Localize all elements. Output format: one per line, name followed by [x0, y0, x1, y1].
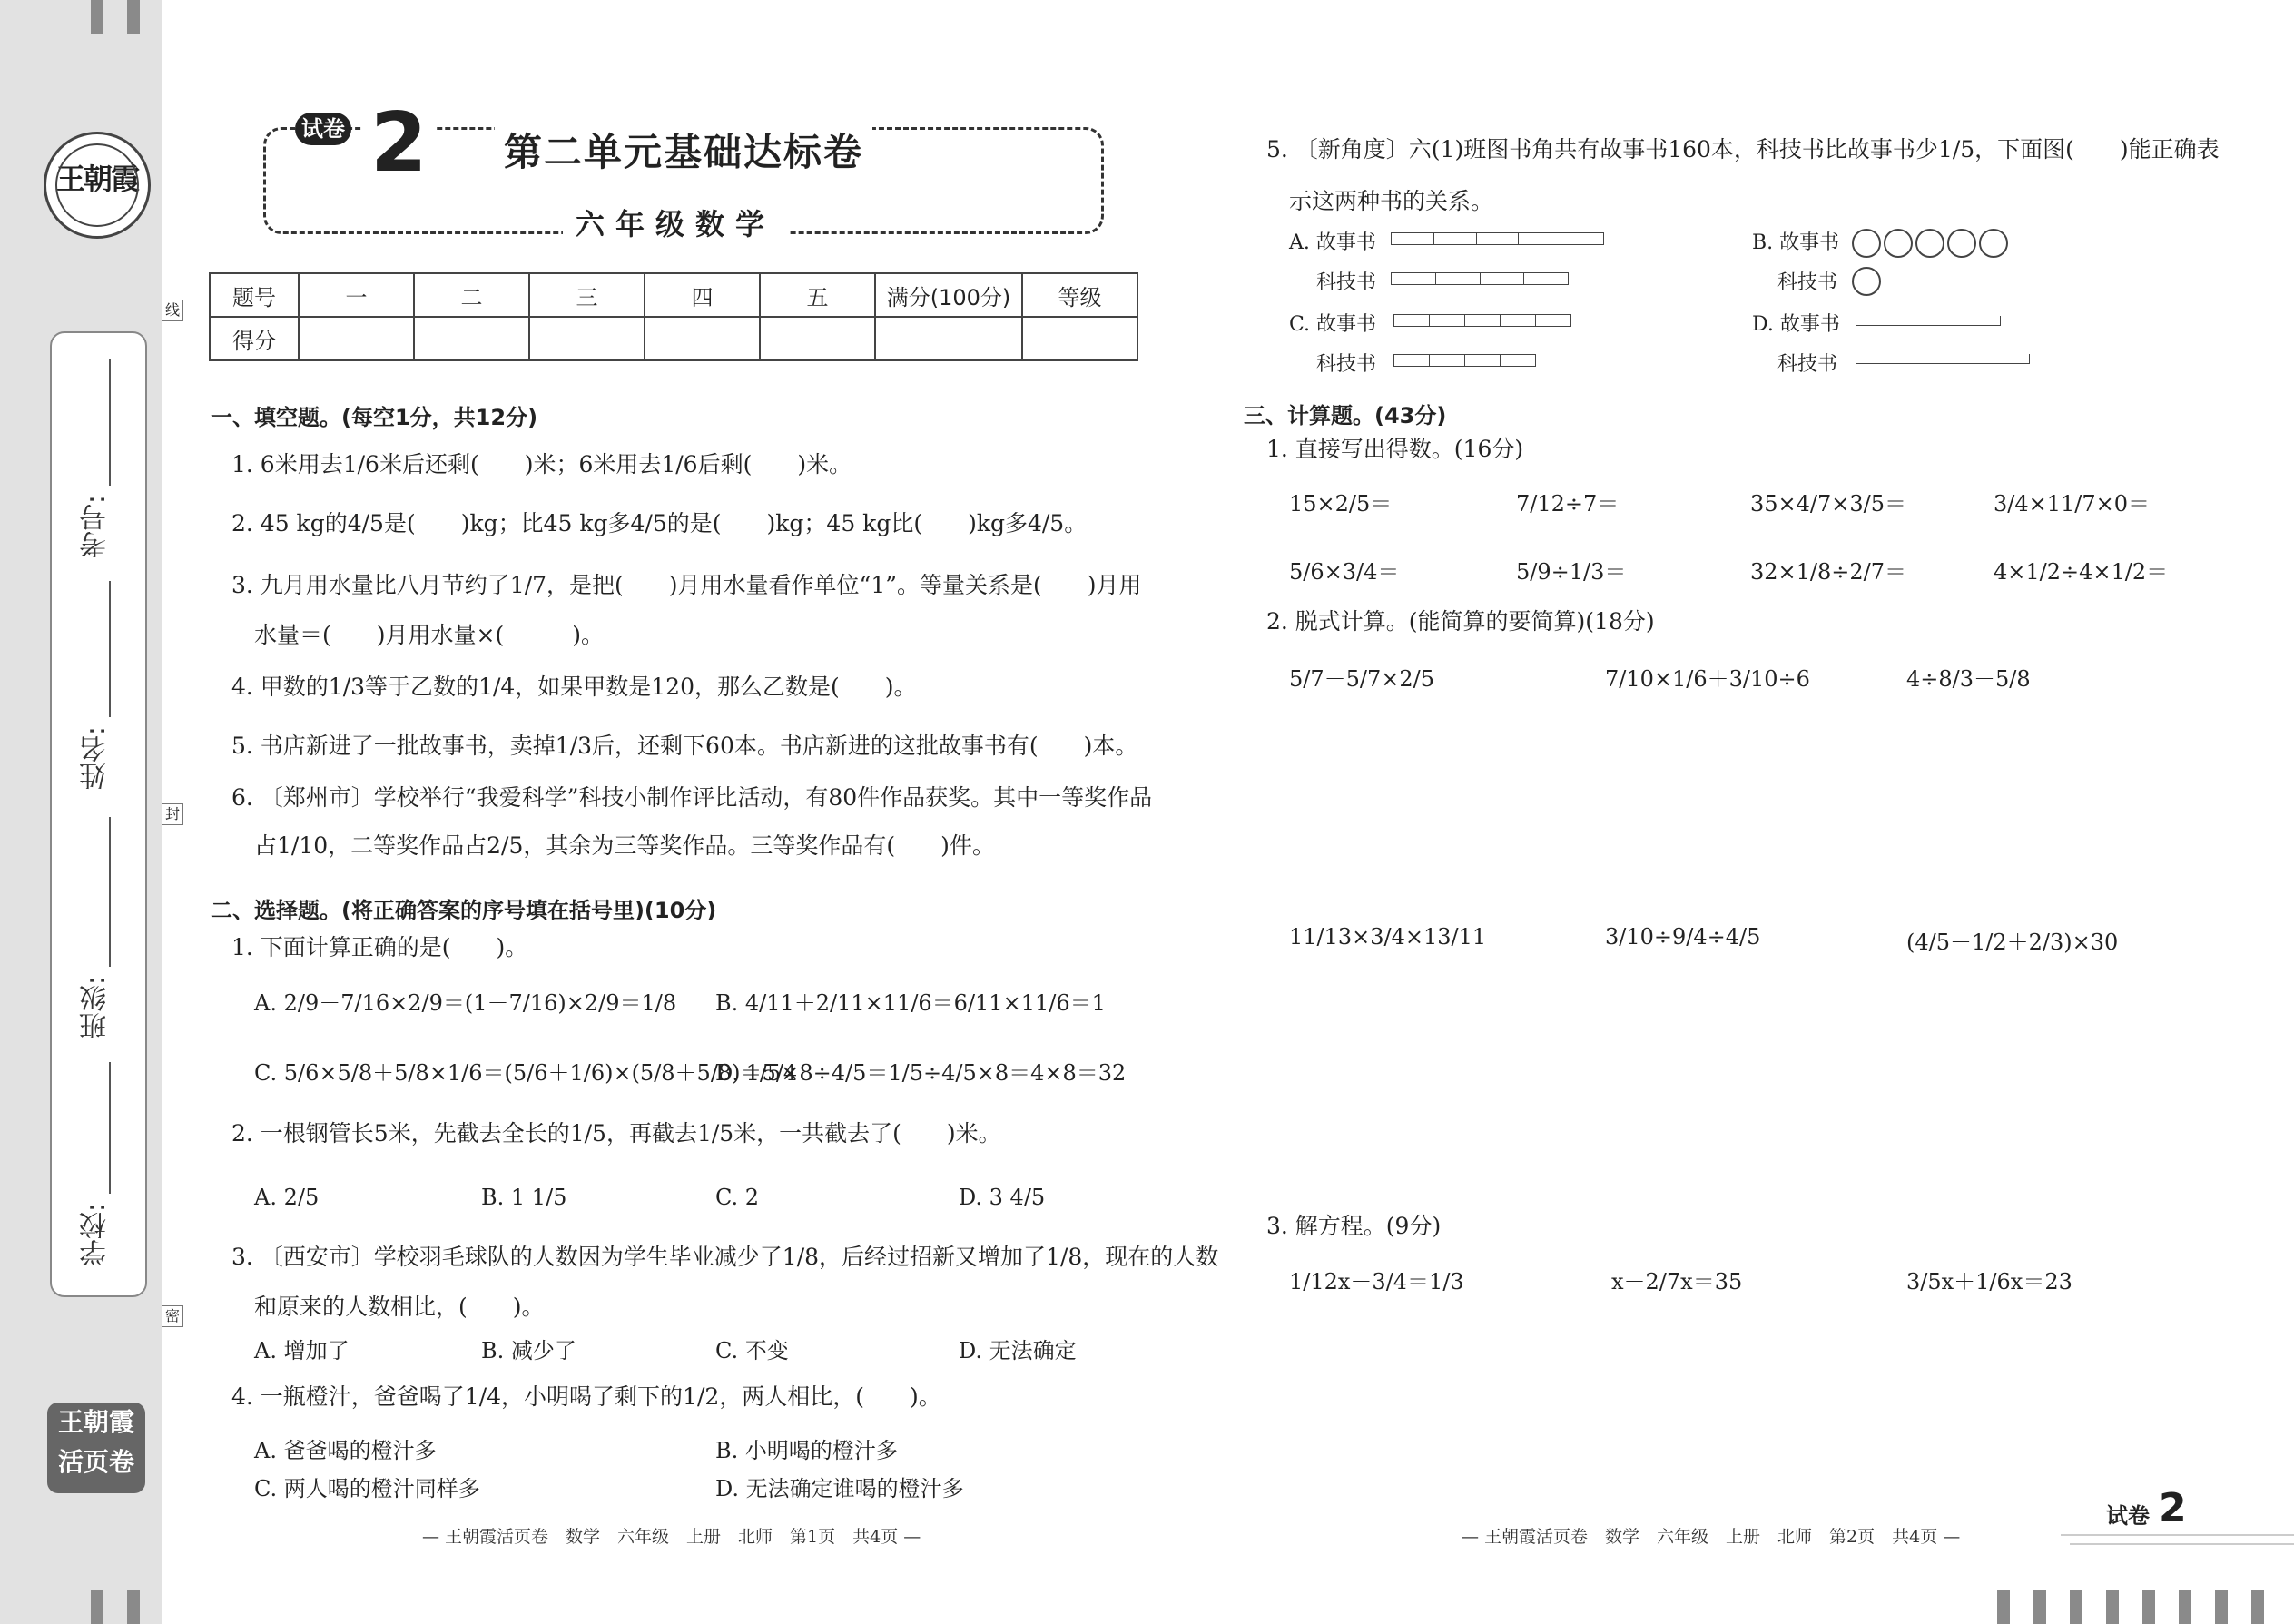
diagram-b-label[interactable]: B. 故事书 — [1752, 231, 1840, 254]
name-line[interactable] — [109, 581, 111, 717]
score-cell[interactable] — [529, 317, 645, 360]
class-label: 班级: — [80, 976, 112, 1040]
exam-number-line[interactable] — [109, 359, 111, 486]
strip-tick — [127, 0, 140, 34]
question-1-4: 4. 甲数的1/3等于乙数的1/4，如果甲数是120，那么乙数是( )。 — [231, 674, 917, 700]
exam-number-label: 考号: — [80, 495, 112, 559]
question-1-1: 1. 6米用去1/6米后还剩( )米；6米用去1/6后剩( )米。 — [231, 451, 852, 477]
score-cell[interactable] — [875, 317, 1022, 360]
choice-3-d[interactable]: D. 无法确定 — [959, 1338, 1077, 1363]
class-line[interactable] — [109, 817, 111, 967]
name-label: 姓名: — [80, 726, 112, 791]
direct-calc-4[interactable]: 3/4×11/7×0＝ — [1994, 491, 2151, 517]
page-footer-right: — 王朝霞活页卷 数学 六年级 上册 北师 第2页 共4页 — — [1462, 1527, 1961, 1547]
choice-1-c[interactable]: C. 5/6×5/8＋5/8×1/6＝(5/6＋1/6)×(5/8＋5/8)＝5/4 — [254, 1060, 798, 1086]
page-title: 第二单元基础达标卷 — [495, 123, 872, 177]
question-1-2: 2. 45 kg的4/5是( )kg；比45 kg多4/5的是( )kg；45 kg比( )kg多4/5。 — [231, 510, 1088, 536]
seal-mark-line: 线 — [162, 300, 183, 321]
table-row: 题号 一 二 三 四 五 满分(100分) 等级 — [210, 273, 1137, 317]
strip-tick — [2142, 1590, 2155, 1624]
choice-4: 4. 一瓶橙汁，爸爸喝了1/4，小明喝了剩下的1/2，两人相比，( )。 — [231, 1383, 941, 1410]
diagram-d-tech-label: 科技书 — [1777, 353, 1838, 376]
table-row: 得分 — [210, 317, 1137, 360]
step-calc-4[interactable]: 11/13×3/4×13/11 — [1289, 924, 1487, 950]
question-1-6: 6. 〔郑州市〕学校举行“我爱科学”科技小制作评比活动，有80件作品获奖。其中一等奖作品 — [231, 784, 1153, 811]
page-subtitle: 六年级数学 — [563, 202, 788, 243]
step-calc-2[interactable]: 7/10×1/6＋3/10÷6 — [1605, 666, 1810, 692]
diagram-d-tech-seg — [1856, 354, 2030, 364]
question-1-5: 5. 书店新进了一批故事书，卖掉1/3后，还剩下60本。书店新进的这批故事书有( )本。 — [231, 733, 1138, 759]
diagram-c-story-bar — [1393, 314, 1571, 327]
seal-mark-seal: 封 — [162, 803, 183, 825]
decorative-wave — [2070, 1543, 2294, 1545]
strip-tick — [127, 1590, 140, 1624]
choice-3-c[interactable]: C. 不变 — [715, 1338, 789, 1363]
choice-1-b[interactable]: B. 4/11＋2/11×11/6＝6/11×11/6＝1 — [715, 990, 1106, 1016]
score-cell[interactable] — [299, 317, 414, 360]
exam-badge: 试卷 — [295, 113, 351, 145]
direct-calc-6[interactable]: 5/9÷1/3＝ — [1516, 559, 1627, 585]
story-circle — [1915, 229, 1944, 258]
page-footer-left: — 王朝霞活页卷 数学 六年级 上册 北师 第1页 共4页 — — [422, 1527, 921, 1547]
choice-2-d[interactable]: D. 3 4/5 — [959, 1185, 1046, 1210]
choice-1-d[interactable]: D. 1/5×8÷4/5＝1/5÷4/5×8＝4×8＝32 — [715, 1060, 1127, 1086]
choice-2-a[interactable]: A. 2/5 — [254, 1185, 320, 1210]
score-table — [209, 272, 1138, 361]
choice-2-c[interactable]: C. 2 — [715, 1185, 760, 1210]
strip-tick — [2215, 1590, 2228, 1624]
strip-tick — [2033, 1590, 2046, 1624]
strip-tick — [2106, 1590, 2119, 1624]
decorative-wave — [2061, 1534, 2294, 1536]
story-circle — [1852, 229, 1881, 258]
calc-2: 2. 脱式计算。(能简算的要简算)(18分) — [1266, 608, 1655, 635]
choice-3-cont: 和原来的人数相比，( )。 — [254, 1294, 545, 1320]
choice-2: 2. 一根钢管长5米，先截去全长的1/5，再截去1/5米，一共截去了( )米。 — [231, 1120, 1001, 1147]
step-calc-1[interactable]: 5/7－5/7×2/5 — [1289, 666, 1434, 692]
diagram-a-story-bar — [1391, 232, 1604, 245]
section-calc: 三、计算题。(43分) — [1244, 403, 1447, 428]
strip-tick — [2251, 1590, 2264, 1624]
direct-calc-2[interactable]: 7/12÷7＝ — [1516, 491, 1620, 517]
diagram-c-tech-label: 科技书 — [1316, 353, 1377, 376]
equation-1[interactable]: 1/12x－3/4＝1/3 — [1289, 1269, 1464, 1294]
diagram-d-label[interactable]: D. 故事书 — [1752, 313, 1840, 336]
diagram-d-story-seg — [1856, 316, 2001, 326]
choice-1: 1. 下面计算正确的是( )。 — [231, 934, 528, 960]
choice-4-a[interactable]: A. 爸爸喝的橙汁多 — [254, 1438, 437, 1463]
page-number: 2 — [2159, 1485, 2187, 1531]
choice-4-d[interactable]: D. 无法确定谁喝的橙汁多 — [715, 1476, 964, 1501]
choice-4-c[interactable]: C. 两人喝的橙汁同样多 — [254, 1476, 480, 1501]
choice-3-a[interactable]: A. 增加了 — [254, 1338, 350, 1363]
calc-1: 1. 直接写出得数。(16分) — [1266, 436, 1524, 462]
choice-1-a[interactable]: A. 2/9－7/16×2/9＝(1－7/16)×2/9＝1/8 — [254, 990, 677, 1016]
direct-calc-1[interactable]: 15×2/5＝ — [1289, 491, 1393, 517]
step-calc-6[interactable]: (4/5－1/2＋2/3)×30 — [1906, 930, 2119, 955]
exam-number: 2 — [363, 98, 435, 189]
step-calc-3[interactable]: 4÷8/3－5/8 — [1906, 666, 2031, 692]
story-circle — [1947, 229, 1976, 258]
score-cell[interactable] — [760, 317, 875, 360]
diagram-a-tech-label: 科技书 — [1316, 271, 1377, 294]
choice-2-b[interactable]: B. 1 1/5 — [481, 1185, 567, 1210]
page-badge: 试卷 — [2106, 1503, 2150, 1529]
direct-calc-3[interactable]: 35×4/7×3/5＝ — [1750, 491, 1907, 517]
diagram-c-tech-bar — [1393, 354, 1536, 367]
score-cell[interactable] — [1022, 317, 1137, 360]
equation-2[interactable]: x－2/7x＝35 — [1611, 1269, 1743, 1294]
strip-tick — [2070, 1590, 2082, 1624]
diagram-b-tech-label: 科技书 — [1777, 271, 1838, 294]
strip-tick — [91, 1590, 103, 1624]
tech-circle — [1852, 267, 1881, 296]
section-choice: 二、选择题。(将正确答案的序号填在括号里)(10分) — [211, 898, 717, 923]
story-circle — [1979, 229, 2008, 258]
equation-3[interactable]: 3/5x＋1/6x＝23 — [1906, 1269, 2072, 1294]
direct-calc-7[interactable]: 32×1/8÷2/7＝ — [1750, 559, 1907, 585]
story-circle — [1884, 229, 1913, 258]
seal-mark-secret: 密 — [162, 1305, 183, 1327]
diagram-a-label[interactable]: A. 故事书 — [1289, 231, 1376, 254]
score-cell[interactable] — [645, 317, 760, 360]
strip-tick — [91, 0, 103, 34]
question-2-5-cont: 示这两种书的关系。 — [1289, 188, 1494, 214]
question-1-3: 3. 九月用水量比八月节约了1/7，是把( )月用水量看作单位“1”。等量关系是( )月用 — [231, 572, 1142, 598]
strip-tick — [2179, 1590, 2191, 1624]
choice-3: 3. 〔西安市〕学校羽毛球队的人数因为学生毕业减少了1/8，后经过招新又增加了1/8，现在的人数 — [231, 1244, 1219, 1270]
question-1-3-cont: 水量＝( )月用水量×( )。 — [254, 622, 604, 648]
direct-calc-8[interactable]: 4×1/2÷4×1/2＝ — [1994, 559, 2169, 585]
logo: 王朝霞 — [44, 132, 151, 239]
question-2-5: 5. 〔新角度〕六(1)班图书角共有故事书160本，科技书比故事书少1/5，下面图( )能正确表 — [1266, 136, 2220, 162]
brand-badge: 王朝霞 活页卷 — [47, 1403, 145, 1493]
school-label: 学校: — [80, 1203, 112, 1267]
strip-tick — [1997, 1590, 2010, 1624]
question-1-6-cont: 占1/10，二等奖作品占2/5，其余为三等奖作品。三等奖作品有( )件。 — [254, 832, 995, 859]
choice-3-b[interactable]: B. 减少了 — [481, 1338, 576, 1363]
diagram-a-tech-bar — [1391, 272, 1569, 285]
school-line[interactable] — [109, 1062, 111, 1194]
diagram-c-label[interactable]: C. 故事书 — [1289, 313, 1377, 336]
step-calc-5[interactable]: 3/10÷9/4÷4/5 — [1605, 924, 1761, 950]
calc-3: 3. 解方程。(9分) — [1266, 1213, 1442, 1239]
score-cell[interactable] — [414, 317, 529, 360]
section-fill-in: 一、填空题。(每空1分，共12分) — [211, 405, 538, 430]
choice-4-b[interactable]: B. 小明喝的橙汁多 — [715, 1438, 898, 1463]
student-info-box — [50, 331, 147, 1297]
direct-calc-5[interactable]: 5/6×3/4＝ — [1289, 559, 1400, 585]
